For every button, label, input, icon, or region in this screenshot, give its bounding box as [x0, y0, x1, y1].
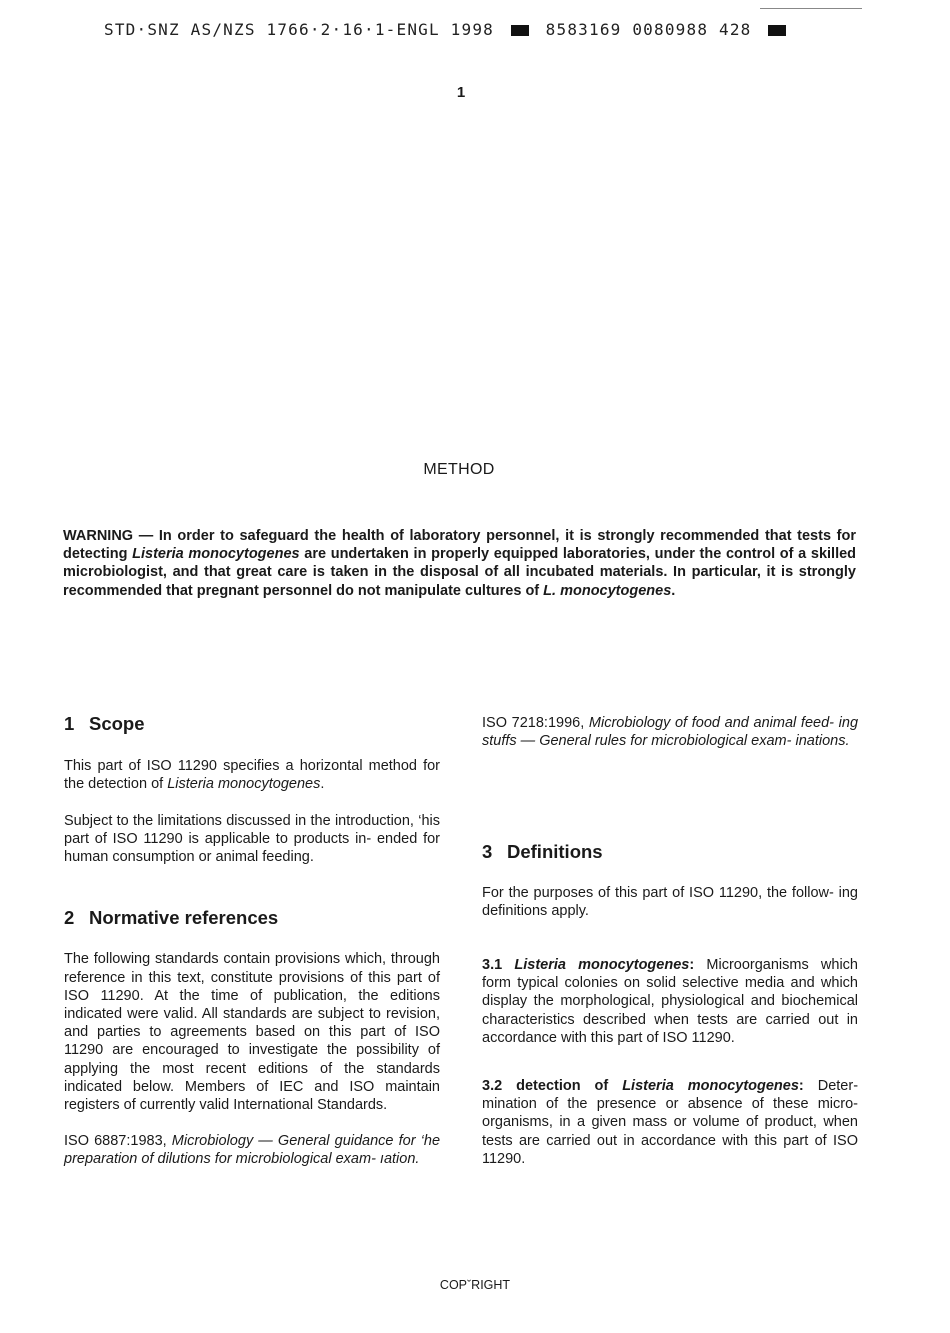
- definitions-intro: For the purposes of this part of ISO 11290, the follow- ing definitions apply.: [482, 884, 858, 919]
- page-number: 1: [456, 84, 466, 101]
- definition-number: 3.2: [482, 1078, 503, 1095]
- section-title: Definitions: [507, 841, 603, 863]
- right-column: [482, 714, 858, 1168]
- scope-paragraph-2: Subject to the limitations discussed in the introduction, ‘his part of ISO 11290 is applicable to products in- ended for human consumption or animal feeding.: [64, 812, 440, 866]
- left-column: [64, 715, 440, 1169]
- warning-text-1: In order to safeguard the health of laboratory personnel, it is strongly recommended that tests for detecting: [63, 528, 857, 563]
- definition-3-2: [482, 1077, 858, 1168]
- definition-number: 3.1: [482, 957, 503, 974]
- section-normative-heading: [64, 909, 440, 927]
- top-edge-line: [760, 8, 862, 9]
- definition-colon: :: [689, 957, 695, 974]
- definition-term: Listeria monocytogenes: [622, 1078, 799, 1095]
- warning-paragraph: [63, 527, 856, 600]
- header-bar-mark-end: [768, 25, 786, 36]
- reference-iso-7218: [482, 714, 858, 750]
- scope-organism: Listeria monocytogenes: [167, 776, 321, 793]
- definition-text: Microorganisms which form typical colonies on solid selective media and which display the morphological, physiological and biochemical characteristics described when tests are carried out in accordance with this part of ISO 11290.: [482, 957, 858, 1046]
- document-header-code: [104, 20, 792, 39]
- definition-3-1: [482, 956, 858, 1047]
- method-heading: METHOD: [423, 461, 495, 478]
- section-definitions-heading: [482, 843, 858, 861]
- header-barcode-number: 8583169 0080988 428: [545, 20, 752, 39]
- scope-paragraph-1: [64, 757, 440, 793]
- reference-iso-6887: [64, 1132, 440, 1168]
- definition-term: Listeria monocytogenes: [514, 957, 690, 974]
- scope-text: This part of ISO 11290 specifies a horizontal method for the detection of: [64, 758, 440, 793]
- scope-end: .: [320, 776, 325, 793]
- warning-end: .: [671, 582, 676, 599]
- section-number: 3: [482, 841, 493, 863]
- normative-paragraph: The following standards contain provisions which, through reference in this text, constitute provisions of this part of ISO 11290. At the time of publication, the editions indicated were valid. All standards are subject to revision, and parties to agreements based on this part of ISO 11290 are encouraged to investigate the possibility of applying the most recent editions of the standards indicated below. Members of IEC and ISO maintain registers of currently valid International Standards.: [64, 951, 440, 1114]
- reference-title: Microbiology — General guidance for ‘he preparation of dilutions for microbiological exam- ıation.: [64, 1133, 441, 1168]
- warning-organism-short: L. monocytogenes: [543, 582, 672, 599]
- section-title: Normative references: [89, 907, 279, 929]
- definition-term-plain: detection of: [516, 1078, 609, 1095]
- section-title: Scope: [89, 713, 145, 734]
- header-bar-mark: [511, 25, 529, 36]
- section-number: 2: [64, 907, 75, 929]
- section-number: 1: [64, 713, 75, 734]
- definition-colon: :: [798, 1078, 804, 1095]
- reference-title: Microbiology of food and animal feed- ing stuffs — General rules for microbiological exam- inations.: [482, 715, 859, 750]
- definition-text: Deter- mination of the presence or absence of these micro- organisms, in a given mass or volume of product, when tests are carried out in accordance with this part of ISO 11290.: [482, 1078, 859, 1167]
- reference-code: ISO 6887:1983,: [64, 1133, 167, 1150]
- reference-code: ISO 7218:1996,: [482, 715, 585, 731]
- warning-organism: Listeria monocytogenes: [132, 546, 300, 563]
- warning-label: WARNING —: [63, 528, 154, 544]
- footer-copyright: COPˇRIGHT: [439, 1278, 511, 1292]
- header-standard-code: STD·SNZ AS/NZS 1766·2·16·1-ENGL 1998: [104, 20, 494, 39]
- section-scope-heading: [64, 715, 440, 733]
- warning-text-2: are undertaken in properly equipped laboratories, under the control of a skilled microbiologist, and that great care is taken in the disposal of all incubated materials. In particular, it is strongly recommended that pregnant personnel do not manipulate cultures of: [63, 546, 857, 599]
